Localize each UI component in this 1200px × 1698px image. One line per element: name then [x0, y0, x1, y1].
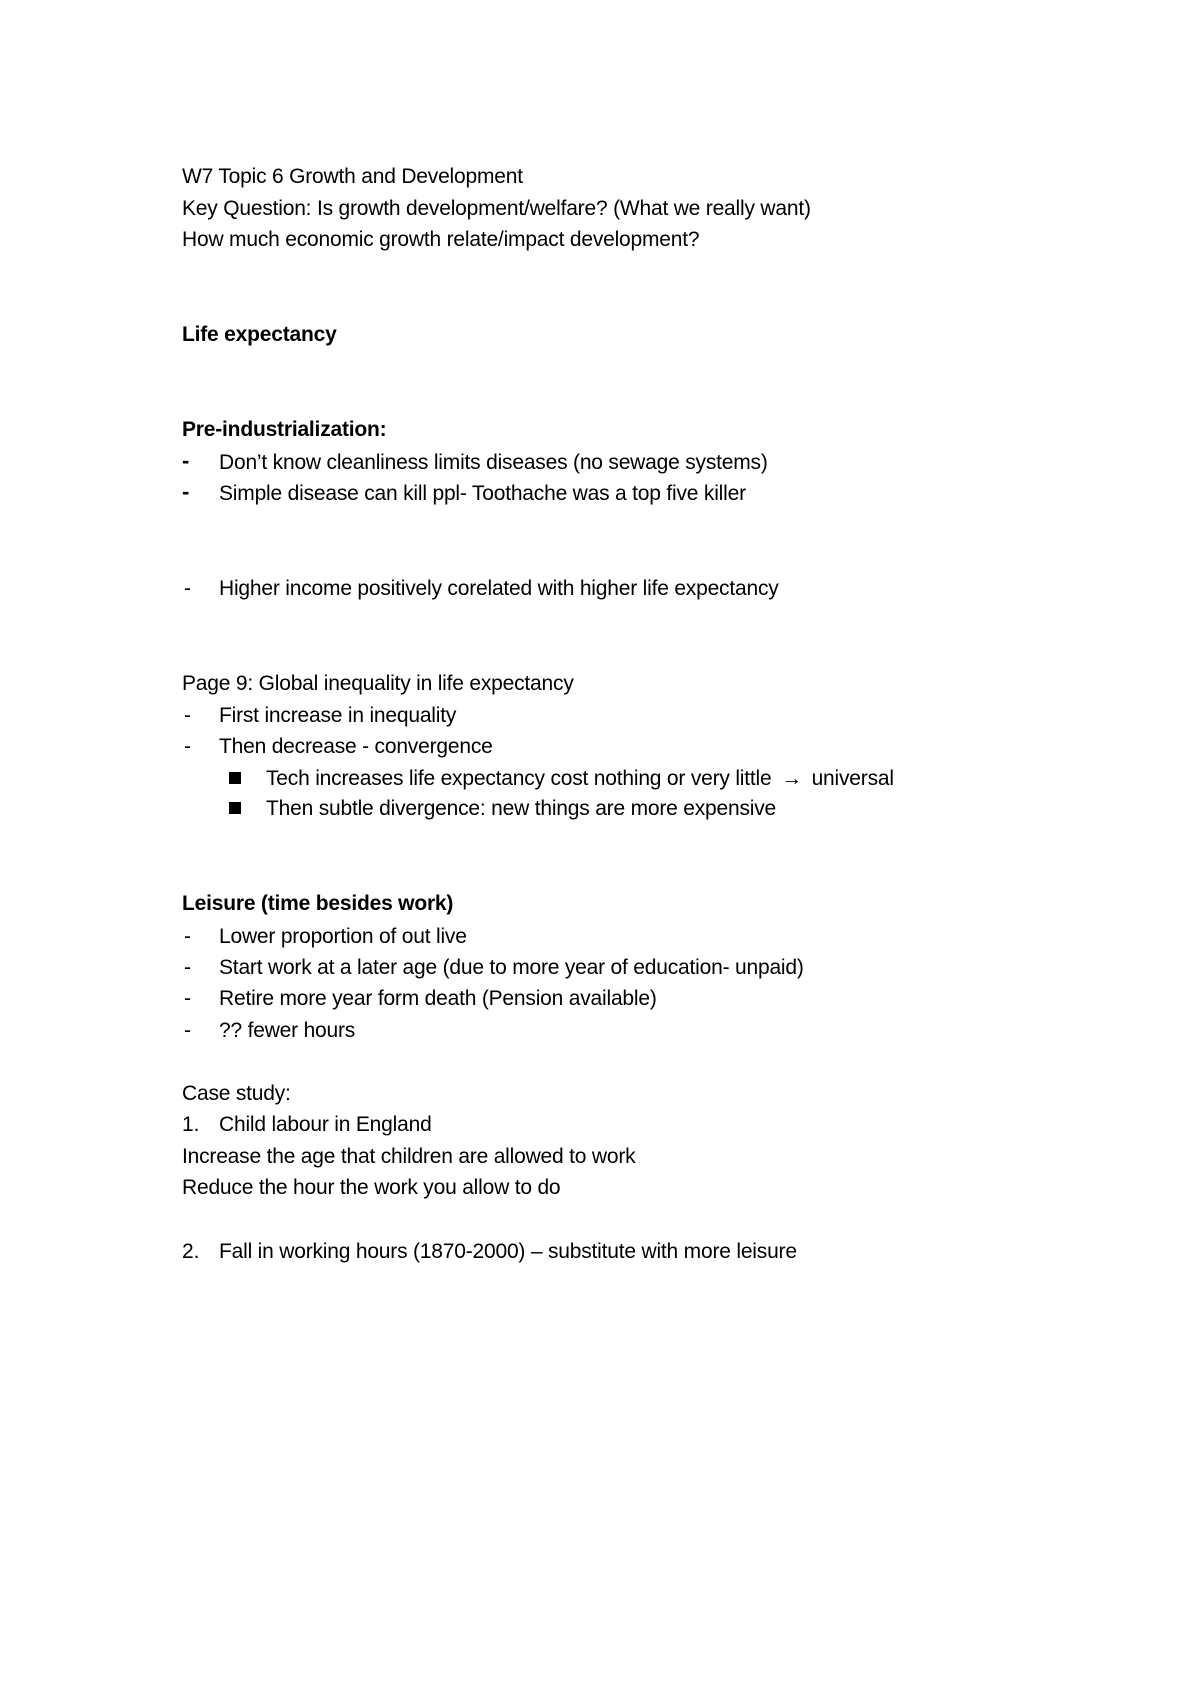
bullet-dash: -: [184, 1019, 191, 1042]
body-line: Reduce the hour the work you allow to do: [182, 1176, 561, 1199]
section-heading-pre-industrialization: Pre-industrialization:: [182, 418, 387, 441]
numbered-item: Fall in working hours (1870-2000) – substitute with more leisure: [219, 1240, 797, 1263]
bullet-dash: -: [182, 479, 190, 504]
bullet-dash: -: [182, 448, 190, 473]
list-item: Retire more year form death (Pension available): [219, 987, 657, 1010]
list-item: Higher income positively corelated with higher life expectancy: [219, 577, 779, 600]
numbered-item: Child labour in England: [219, 1113, 432, 1136]
list-item: Don’t know cleanliness limits diseases (no sewage systems): [219, 451, 768, 474]
sub-item-text-before: Tech increases life expectancy cost nothing or very little: [266, 767, 772, 790]
list-number: 2.: [182, 1240, 200, 1263]
document-title: W7 Topic 6 Growth and Development: [182, 165, 523, 188]
list-item: Simple disease can kill ppl- Toothache was a top five killer: [219, 482, 746, 505]
list-number: 1.: [182, 1113, 200, 1136]
square-bullet-icon: [229, 772, 241, 784]
bullet-dash: -: [184, 925, 191, 948]
list-item: First increase in inequality: [219, 704, 457, 727]
square-bullet-icon: [229, 802, 241, 814]
sub-question: How much economic growth relate/impact development?: [182, 228, 700, 251]
bullet-dash: -: [184, 577, 191, 600]
bullet-dash: -: [184, 735, 191, 758]
bullet-dash: -: [184, 704, 191, 727]
body-line: Increase the age that children are allowed to work: [182, 1145, 636, 1168]
sub-list-item: Then subtle divergence: new things are more expensive: [266, 797, 777, 820]
list-item: Lower proportion of out live: [219, 925, 467, 948]
sub-list-item: [266, 766, 894, 792]
section-heading-leisure: Leisure (time besides work): [182, 892, 454, 915]
list-item: ?? fewer hours: [219, 1019, 356, 1042]
list-item: Start work at a later age (due to more year of education- unpaid): [219, 956, 804, 979]
section-heading-case-study: Case study:: [182, 1082, 291, 1105]
key-question: Key Question: Is growth development/welfare? (What we really want): [182, 197, 811, 220]
section-heading-life-expectancy: Life expectancy: [182, 323, 337, 346]
list-item: Then decrease - convergence: [219, 735, 493, 758]
bullet-dash: -: [184, 956, 191, 979]
section-heading-page9: Page 9: Global inequality in life expectancy: [182, 672, 574, 695]
sub-item-text-after: universal: [811, 767, 894, 790]
right-arrow-icon: →: [781, 767, 802, 790]
bullet-dash: -: [184, 987, 191, 1010]
